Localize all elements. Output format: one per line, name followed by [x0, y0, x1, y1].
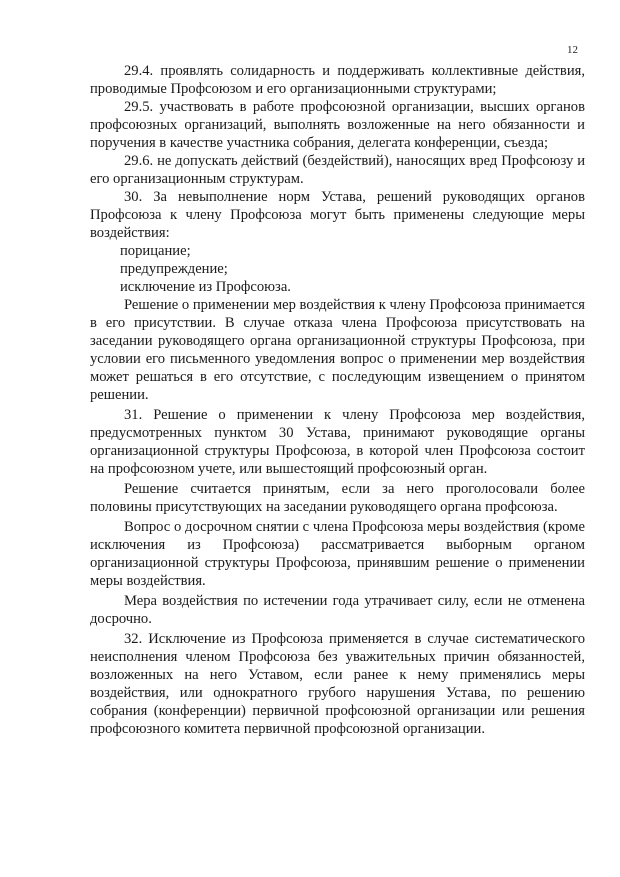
paragraph-29-4: 29.4. проявлять солидарность и поддерживать коллективные действия, проводимые Профсоюзом и его организационными структурами; [90, 63, 585, 97]
list-item: порицание; [120, 243, 191, 259]
paragraph-decision-accepted: Решение считается принятым, если за него проголосовали более половины присутствующих на заседании руководящего органа профсоюза. [90, 481, 585, 515]
list-item: предупреждение; [120, 261, 228, 277]
paragraph-29-5: 29.5. участвовать в работе профсоюзной организации, высших органов профсоюзных организаций, выполнять возложенные на него обязанности и поручения в качестве участника собрания, делегата конференции, съезда; [90, 99, 585, 151]
list-item: исключение из Профсоюза. [120, 279, 291, 295]
paragraph-29-6: 29.6. не допускать действий (бездействий), наносящих вред Профсоюзу и его организационным структурам. [90, 153, 585, 187]
document-body [90, 62, 585, 738]
paragraph-31: 31. Решение о применении к члену Профсоюза мер воздействия, предусмотренных пунктом 30 Устава, принимают руководящие органы организационной структуры Профсоюза, в которой член Профсоюза состоит на профсоюзном учете, или вышестоящий профсоюзный орган. [90, 407, 585, 477]
paragraph-measure-expiry: Мера воздействия по истечении года утрачивает силу, если не отменена досрочно. [90, 593, 585, 627]
paragraph-decision-presence: Решение о применении мер воздействия к члену Профсоюза принимается в его присутствии. В случае отказа члена Профсоюза присутствовать на заседании руководящего органа организационной структуры Профсоюза, при условии его письменного уведомления вопрос о применении мер воздействия может решаться в его отсутствие, с последующим извещением о принятом решении. [90, 297, 585, 403]
paragraph-early-removal: Вопрос о досрочном снятии с члена Профсоюза меры воздействия (кроме исключения из Профсоюза) рассматривается выборным органом организационной структуры Профсоюза, принявшим решение о применении меры воздействия. [90, 519, 585, 589]
paragraph-30: 30. За невыполнение норм Устава, решений руководящих органов Профсоюза к члену Профсоюза могут быть применены следующие меры воздействия: [90, 189, 585, 241]
paragraph-32: 32. Исключение из Профсоюза применяется в случае систематического неисполнения членом Профсоюза без уважительных причин обязанностей, возложенных на него Уставом, если ранее к нему применялись меры воздействия, или однократного грубого нарушения Устава, по решению собрания (конференции) первичной профсоюзной организации или решения профсоюзного комитета первичной профсоюзной организации. [90, 631, 585, 737]
page-number: 12 [567, 44, 578, 56]
